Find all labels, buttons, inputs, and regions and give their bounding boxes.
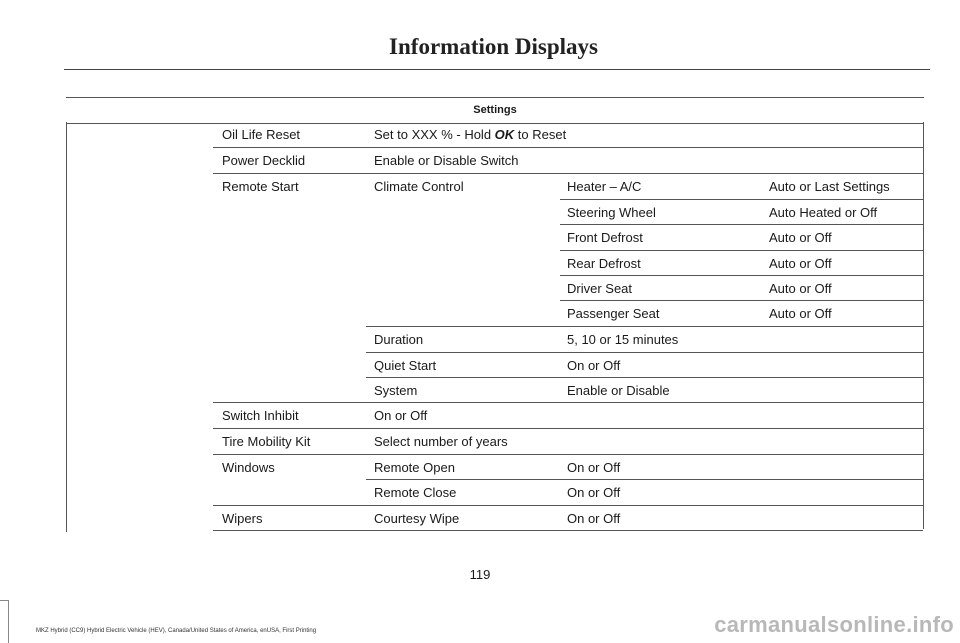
row-divider: [213, 428, 923, 429]
cell-text: to Reset: [514, 127, 567, 142]
page-footer: MKZ Hybrid (CC9) Hybrid Electric Vehicle (HEV), Canada/United States of America, enUSA, First Printing: [36, 628, 317, 634]
table-cell: On or Off: [567, 358, 621, 373]
row-divider: [560, 300, 923, 301]
title-rule: [64, 69, 930, 70]
row-divider: [213, 173, 923, 174]
page-number: 119: [469, 567, 491, 582]
row-divider: [366, 352, 923, 353]
table-right-border: [923, 122, 924, 529]
table-cell: Driver Seat: [567, 281, 633, 296]
table-cell: Oil Life Reset: [222, 127, 301, 142]
table-cell: Steering Wheel: [567, 205, 656, 220]
table-cell: Rear Defrost: [567, 256, 641, 271]
table-cell: Select number of years: [374, 434, 508, 449]
row-divider: [560, 199, 923, 200]
table-cell: On or Off: [567, 511, 621, 526]
ok-button-label: OK: [494, 127, 515, 142]
table-cell: Remote Close: [374, 485, 457, 500]
table-cell: Heater – A/C: [567, 179, 642, 194]
table-left-border: [66, 122, 67, 532]
table-heading: Settings: [66, 97, 924, 124]
cell-text: Set to XXX % - Hold: [374, 127, 495, 142]
row-divider: [560, 275, 923, 276]
table-cell: Windows: [222, 460, 275, 475]
table-cell: Duration: [374, 332, 424, 347]
row-divider: [366, 479, 923, 480]
row-divider: [560, 250, 923, 251]
table-cell: Remote Start: [222, 179, 299, 194]
table-cell: System: [374, 383, 418, 398]
table-cell: Climate Control: [374, 179, 464, 194]
table-cell: Switch Inhibit: [222, 408, 299, 423]
table-cell: 5, 10 or 15 minutes: [567, 332, 679, 347]
row-divider: [213, 454, 923, 455]
table-cell: Passenger Seat: [567, 306, 660, 321]
table-cell: Auto Heated or Off: [769, 205, 878, 220]
table-cell: Auto or Off: [769, 230, 832, 245]
table-cell: Power Decklid: [222, 153, 306, 168]
table-cell: [374, 128, 566, 142]
table-cell: Auto or Off: [769, 281, 832, 296]
table-cell: On or Off: [567, 485, 621, 500]
corner-mark: [8, 600, 9, 643]
table-cell: Remote Open: [374, 460, 455, 475]
table-cell: On or Off: [374, 408, 428, 423]
table-cell: Auto or Off: [769, 306, 832, 321]
table-cell: Tire Mobility Kit: [222, 434, 311, 449]
row-divider: [213, 530, 923, 531]
table-cell: Enable or Disable: [567, 383, 670, 398]
table-cell: Quiet Start: [374, 358, 437, 373]
table-cell: Enable or Disable Switch: [374, 153, 519, 168]
table-cell: Auto or Off: [769, 256, 832, 271]
row-divider: [366, 326, 923, 327]
table-cell: On or Off: [567, 460, 621, 475]
row-divider: [560, 224, 923, 225]
table-cell: Courtesy Wipe: [374, 511, 460, 526]
table-cell: Front Defrost: [567, 230, 643, 245]
row-divider: [213, 147, 923, 148]
row-divider: [366, 377, 923, 378]
table-cell: Auto or Last Settings: [769, 179, 890, 194]
table-cell: Wipers: [222, 511, 263, 526]
row-divider: [213, 505, 923, 506]
watermark: carmanualsonline.info: [714, 612, 954, 637]
page-title: Information Displays: [389, 34, 598, 59]
corner-mark: [0, 600, 9, 601]
row-divider: [213, 402, 923, 403]
